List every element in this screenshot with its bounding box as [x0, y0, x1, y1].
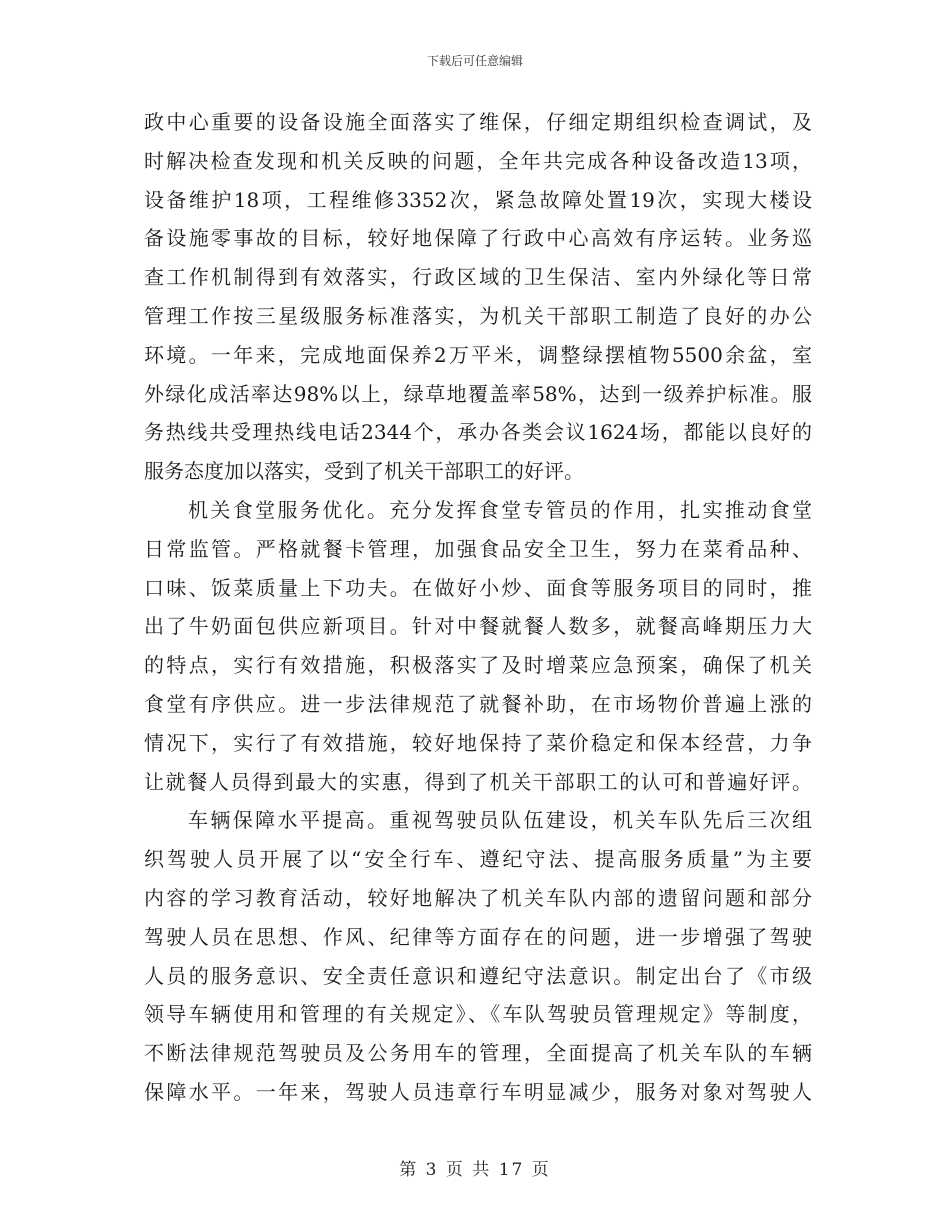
text-line: 让就餐人员得到最大的实惠，得到了机关干部职工的认可和普遍好评。 — [144, 769, 812, 794]
text-line: 政中心重要的设备设施全面落实了维保，仔细定期组织检查调试，及 — [144, 110, 812, 134]
text-line: 织驾驶人员开展了以“安全行车、遵纪守法、提高服务质量”为主要 — [144, 847, 812, 872]
text-line: 的特点，实行有效措施，积极落实了及时增菜应急预案，确保了机关 — [144, 653, 812, 678]
text-line: 时解决检查发现和机关反映的问题，全年共完成各种设备改造13项， — [144, 148, 812, 173]
text-line: 设备维护18项，工程维修3352次，紧急故障处置19次，实现大楼设 — [144, 187, 812, 212]
text-line: 务热线共受理热线电话2344个，承办各类会议1624场，都能以良好的 — [144, 420, 812, 445]
text-line: 驾驶人员在思想、作风、纪律等方面存在的问题，进一步增强了驾驶 — [144, 924, 812, 949]
text-line: 备设施零事故的目标，较好地保障了行政中心高效有序运转。业务巡 — [144, 226, 812, 251]
text-line: 情况下，实行了有效措施，较好地保持了菜价稳定和保本经营，力争 — [144, 730, 812, 755]
text-line: 日常监管。严格就餐卡管理，加强食品安全卫生，努力在菜肴品种、 — [144, 536, 812, 561]
page-number-footer: 第 3 页 共 17 页 — [399, 1160, 551, 1180]
text-line: 人员的服务意识、安全责任意识和遵纪守法意识。制定出台了《市级 — [144, 963, 812, 988]
text-line: 服务态度加以落实，受到了机关干部职工的好评。 — [144, 459, 584, 484]
page-header: 下载后可任意编辑 — [426, 54, 523, 68]
text-line: 保障水平。一年来，驾驶人员违章行车明显减少，服务对象对驾驶人 — [144, 1079, 812, 1104]
text-line: 管理工作按三星级服务标准落实，为机关干部职工制造了良好的办公 — [144, 303, 812, 328]
text-line: 出了牛奶面包供应新项目。针对中餐就餐人数多，就餐高峰期压力大 — [144, 614, 812, 639]
paragraph-start-line: 车辆保障水平提高。重视驾驶员队伍建设，机关车队先后三次组 — [188, 808, 812, 833]
text-line: 环境。一年来，完成地面保养2万平米，调整绿摆植物5500余盆，室 — [144, 342, 812, 367]
text-line: 外绿化成活率达98%以上，绿草地覆盖率58%，达到一级养护标准。服 — [144, 381, 812, 406]
text-line: 口味、饭菜质量上下功夫。在做好小炒、面食等服务项目的同时，推 — [144, 575, 812, 600]
text-line: 内容的学习教育活动，较好地解决了机关车队内部的遗留问题和部分 — [144, 885, 812, 910]
text-line: 食堂有序供应。进一步法律规范了就餐补助，在市场物价普遍上涨的 — [144, 691, 812, 716]
text-line: 领导车辆使用和管理的有关规定》、《车队驾驶员管理规定》等制度， — [144, 1002, 812, 1027]
text-line: 查工作机制得到有效落实，行政区域的卫生保洁、室内外绿化等日常 — [144, 265, 812, 290]
paragraph-start-line: 机关食堂服务优化。充分发挥食堂专管员的作用，扎实推动食堂 — [188, 497, 812, 522]
document-body — [144, 103, 812, 1112]
text-line: 不断法律规范驾驶员及公务用车的管理，全面提高了机关车队的车辆 — [144, 1041, 812, 1066]
